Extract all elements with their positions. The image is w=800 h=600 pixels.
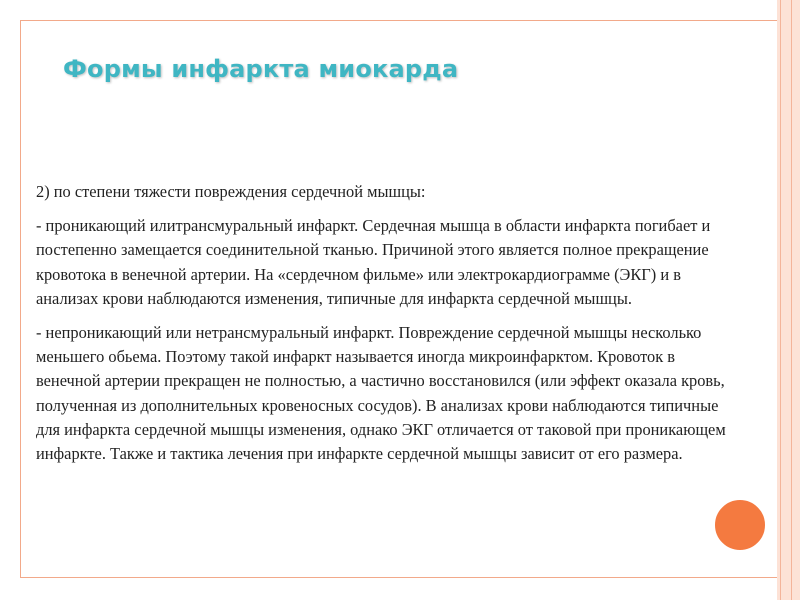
subheading: 2) по степени тяжести повреждения сердечной мышцы:: [36, 182, 426, 201]
paragraph-non-penetrating-infarction: - непроникающий или нетрансмуральный инфаркт. Повреждение сердечной мышцы несколько меньшего обьема. Поэтому такой инфаркт называется иногда микроинфарктом. Кровоток в венечной артерии прекращен не полностью, а частично восстановился (или эффект оказала кровь, полученная из дополнительных кровеносных сосудов). В анализах крови наблюдаются типичные для инфаркта сердечной мышцы изменения, однако ЭКГ отличается от таковой при проникающем инфаркте. Также и тактика лечения при инфаркте сердечной мышцы зависит от его размера.: [36, 323, 726, 464]
paragraph-penetrating-infarction: - проникающий илитрансмуральный инфаркт. Сердечная мышца в области инфаркта погибает и постепенно замещается соединительной тканью. Причиной этого является полное прекращение кровотока в венечной артерии. На «сердечном фильме» или электрокардиограмме (ЭКГ) и в анализах крови наблюдаются изменения, типичные для инфаркта сердечной мышцы.: [36, 216, 711, 308]
left-margin: [0, 0, 21, 600]
slide-body: [36, 180, 726, 476]
slide-title: Формы инфаркта миокарда: [63, 55, 459, 83]
decorative-circle: [711, 496, 769, 554]
decorative-side-band: [777, 0, 800, 600]
